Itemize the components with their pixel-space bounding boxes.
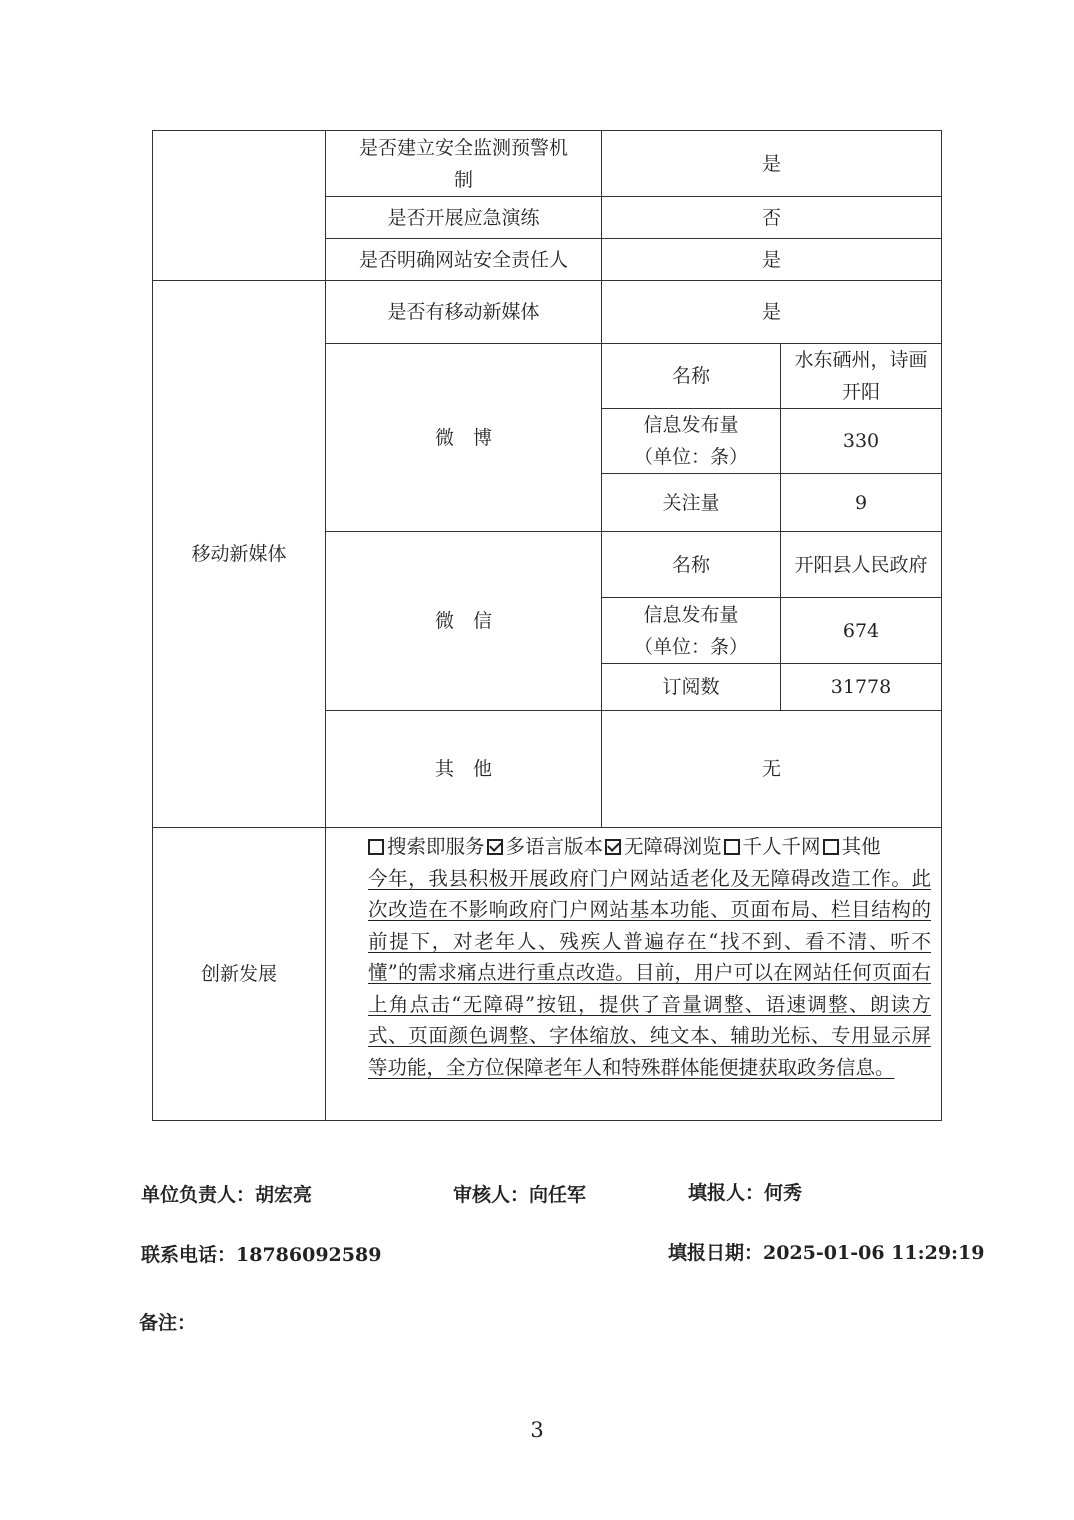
innovation-section-label: 创新发展 <box>152 827 326 1121</box>
wechat-subs-label: 订阅数 <box>601 663 781 711</box>
wechat-subs-value: 31778 <box>780 663 942 711</box>
option-label: 搜索即服务 <box>387 835 485 858</box>
drill-value: 否 <box>601 196 942 239</box>
other-value: 无 <box>601 710 942 828</box>
monitor-value: 是 <box>601 130 942 197</box>
report-table <box>152 130 942 1121</box>
wechat-label: 微 信 <box>325 531 602 711</box>
unit-head: 单位负责人：胡宏亮 <box>141 1184 313 1206</box>
has-mobile-label: 是否有移动新媒体 <box>325 280 602 344</box>
option-label: 千人千网 <box>742 835 821 858</box>
checkbox-icon[interactable] <box>823 839 839 855</box>
innovation-options <box>368 831 931 863</box>
weibo-posts-value: 330 <box>780 408 942 474</box>
security-section-cell <box>152 130 326 281</box>
other-label: 其 他 <box>325 710 602 828</box>
owner-label: 是否明确网站安全责任人 <box>325 238 602 281</box>
checkbox-icon[interactable] <box>605 839 621 855</box>
weibo-name-label: 名称 <box>601 343 781 409</box>
reviewer: 审核人：向任军 <box>453 1184 587 1206</box>
option-label: 其他 <box>841 835 881 858</box>
weibo-name-value: 水东硒州，诗画开阳 <box>780 343 942 409</box>
weibo-followers-value: 9 <box>780 473 942 532</box>
page-number: 3 <box>530 1418 544 1442</box>
drill-label: 是否开展应急演练 <box>325 196 602 239</box>
remarks: 备注： <box>139 1312 197 1334</box>
owner-value: 是 <box>601 238 942 281</box>
option-label: 多语言版本 <box>505 835 604 858</box>
mobile-section-label: 移动新媒体 <box>152 280 326 828</box>
monitor-label: 是否建立安全监测预警机制 <box>325 130 602 197</box>
has-mobile-value: 是 <box>601 280 942 344</box>
wechat-posts-label: 信息发布量（单位：条） <box>601 597 781 664</box>
option-label: 无障碍浏览 <box>624 835 722 858</box>
innovation-description: 今年，我县积极开展政府门户网站适老化及无障碍改造工作。此次改造在不影响政府门户网站基本功能、页面布局、栏目结构的前提下，对老年人、残疾人普遍存在“找不到、看不清、听不懂”的需求痛点进行重点改造。目前，用户可以在网站任何页面右上角点击“无障碍”按钮，提供了音量调整、语速调整、朗读方式、页面颜色调整、字体缩放、纯文本、辅助光标、专用显示屏等功能，全方位保障老年人和特殊群体能便捷获取政务信息。 <box>368 866 931 1079</box>
checkbox-icon[interactable] <box>368 839 384 855</box>
weibo-posts-label: 信息发布量（单位：条） <box>601 408 781 474</box>
weibo-followers-label: 关注量 <box>601 473 781 532</box>
fill-date: 填报日期：2025-01-06 11:29:19 <box>668 1242 985 1264</box>
wechat-name-value: 开阳县人民政府 <box>780 531 942 598</box>
innovation-content <box>325 827 942 1121</box>
wechat-name-label: 名称 <box>601 531 781 598</box>
checkbox-icon[interactable] <box>724 839 740 855</box>
wechat-posts-value: 674 <box>780 597 942 664</box>
checkbox-icon[interactable] <box>487 839 503 855</box>
contact-phone: 联系电话：18786092589 <box>141 1244 382 1266</box>
weibo-label: 微 博 <box>325 343 602 532</box>
filler: 填报人：何秀 <box>688 1182 803 1204</box>
